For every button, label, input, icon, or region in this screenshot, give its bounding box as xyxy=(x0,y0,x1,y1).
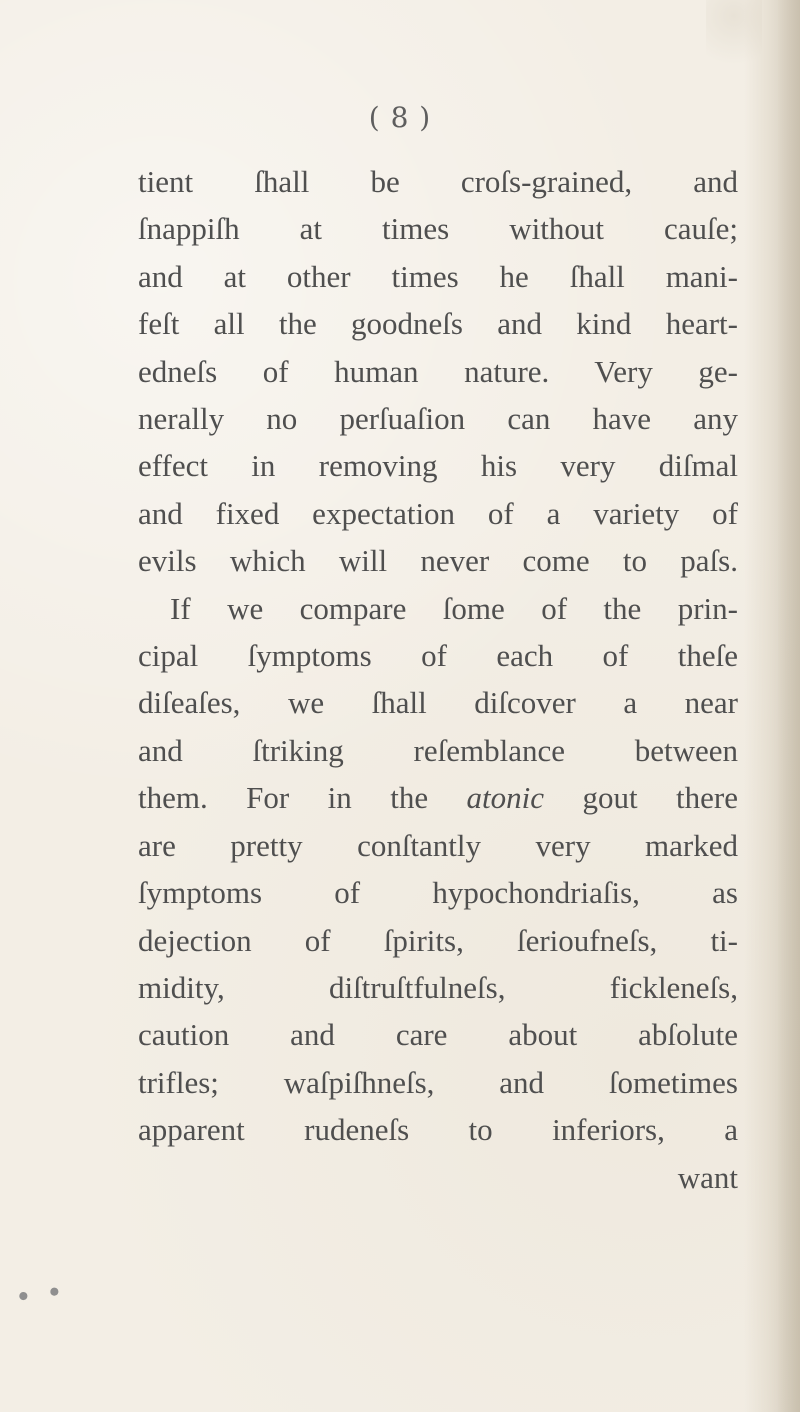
text-line: edneſs of human nature. Very ge- xyxy=(138,353,738,389)
text-line: ſnappiſh at times without cauſe; xyxy=(138,211,738,247)
text-line: dejection of ſpirits, ſerioufneſs, ti- xyxy=(138,922,738,958)
page-edge xyxy=(778,0,800,1412)
text-line-with-italic xyxy=(138,774,738,821)
text-line-paragraph-start: If we compare ſome of the prin- xyxy=(170,590,738,626)
text-line: and fixed expectation of a variety of xyxy=(138,495,738,531)
text-line: and ſtriking reſemblance between xyxy=(138,732,738,768)
text-line: effect in removing his very diſmal xyxy=(138,448,738,484)
page-number: ( 8 ) xyxy=(368,101,432,134)
text-line: apparent rudeneſs to inferiors, a xyxy=(138,1112,738,1148)
text-line: midity, diſtruſtfulneſs, fickleneſs, xyxy=(138,969,738,1005)
text-line: trifles; waſpiſhneſs, and ſometimes xyxy=(138,1064,738,1100)
text-line: feſt all the goodneſs and kind heart- xyxy=(138,306,738,342)
catchword: want xyxy=(677,1159,738,1195)
text-fragment: them. For in the xyxy=(138,780,467,816)
italic-term: atonic xyxy=(466,780,545,816)
text-line: ſymptoms of hypochondriaſis, as xyxy=(138,875,738,911)
body-text xyxy=(138,158,738,1201)
text-line: diſeaſes, we ſhall diſcover a near xyxy=(138,685,738,721)
ornament-mark: • • xyxy=(12,1274,68,1315)
text-line: evils which will never come to paſs. xyxy=(138,543,738,579)
text-line: cipal ſymptoms of each of theſe xyxy=(138,638,738,674)
text-line: nerally no perſuaſion can have any xyxy=(138,401,738,437)
text-line: tient ſhall be croſs-grained, and xyxy=(138,164,738,199)
paper-stain xyxy=(706,0,762,80)
text-fragment: gout there xyxy=(544,780,738,816)
text-line: caution and care about abſolute xyxy=(138,1017,738,1053)
text-line: are pretty conſtantly very marked xyxy=(138,827,738,863)
text-line: and at other times he ſhall mani- xyxy=(138,258,738,294)
